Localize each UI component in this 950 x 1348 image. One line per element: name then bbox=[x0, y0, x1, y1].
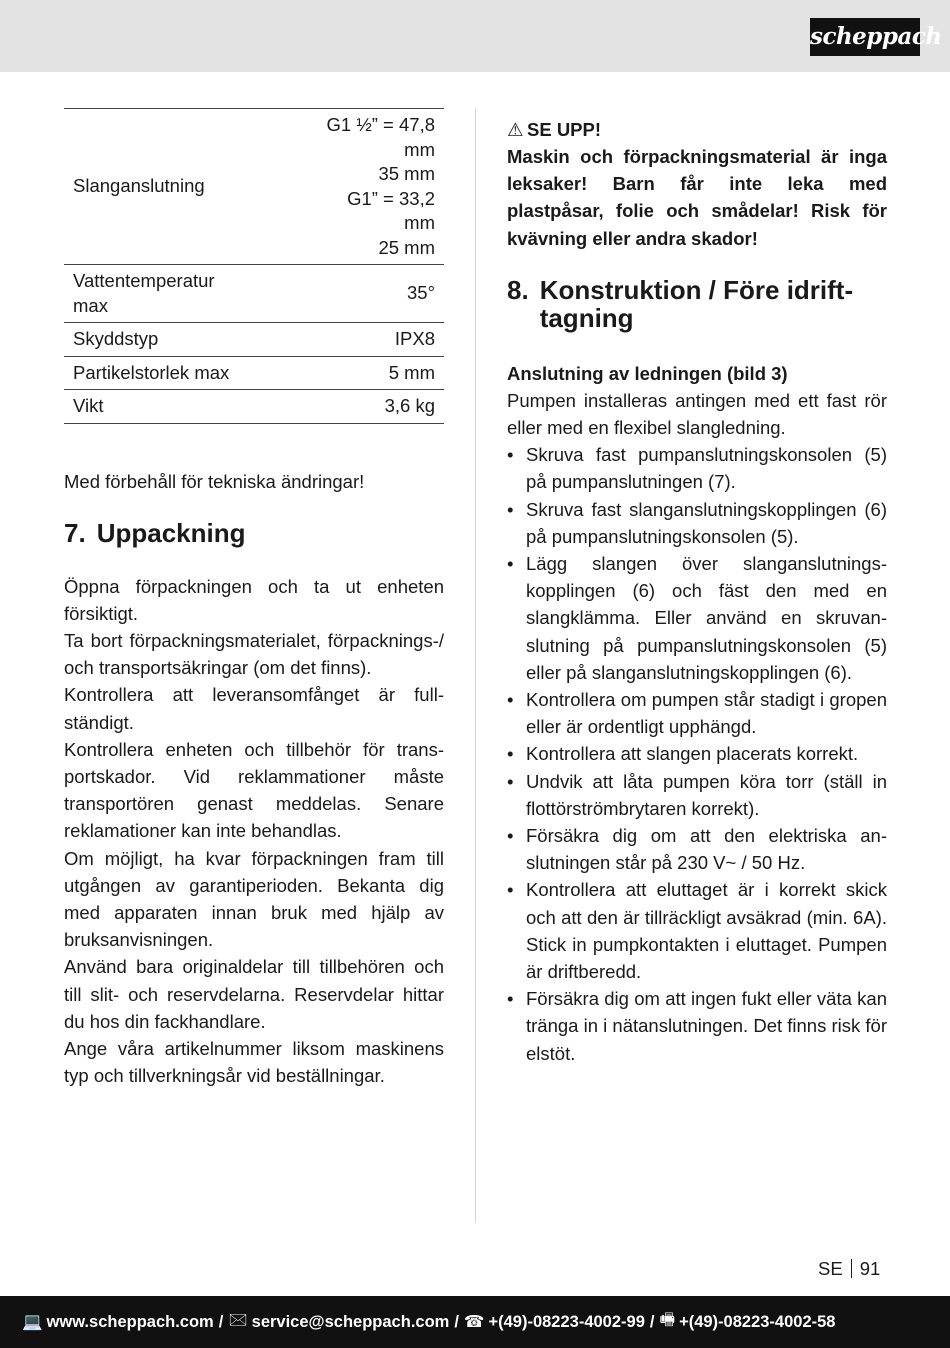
spec-value bbox=[255, 109, 444, 265]
bullet-icon: • bbox=[507, 825, 514, 847]
spec-label: Partikelstorlek max bbox=[64, 356, 255, 390]
spec-value-line: G1” = 33,2 mm bbox=[347, 187, 435, 233]
table-row bbox=[64, 323, 444, 357]
list-item bbox=[507, 876, 887, 985]
section-number: 8. bbox=[507, 274, 529, 305]
footer-contacts bbox=[22, 1296, 937, 1348]
right-column bbox=[507, 116, 887, 1067]
footer-email-link[interactable]: service@scheppach.com bbox=[251, 1312, 450, 1331]
list-item-text: Lägg slangen över slanganslutningskopplingen (6) och fäst den med en slangklämma. Eller använd en skruvanslutning på pumpanslutningskonsolen (5) eller på slanganslutningskopplingen (6). bbox=[526, 553, 887, 683]
page-language: SE bbox=[818, 1258, 843, 1279]
footer-separator: / bbox=[649, 1312, 655, 1331]
list-item bbox=[507, 686, 887, 740]
page-number-value: 91 bbox=[859, 1258, 881, 1279]
paragraph: Om möjligt, ha kvar förpackningen fram till utgången av garantiperioden. Bekanta dig med apparaten innan bruk med hjälp av bruksanvisningen. bbox=[64, 847, 444, 951]
section-heading-8 bbox=[507, 276, 887, 332]
bullet-icon: • bbox=[507, 988, 514, 1010]
list-item-text: Skruva fast pumpanslutningskonsolen (5) på pumpanslutningen (7). bbox=[526, 444, 887, 493]
paragraph: Använd bara originaldelar till tillbehören och till slit- och reservdelarna. Reservdelar hittar du hos din fackhandlare. bbox=[64, 956, 444, 1032]
paragraph: Öppna förpackningen och ta ut enheten försiktigt. bbox=[64, 575, 444, 624]
list-item bbox=[507, 441, 887, 495]
footer-phone: +(49)-08223-4002-99 bbox=[488, 1312, 645, 1331]
header-band bbox=[0, 0, 950, 72]
footer-fax: +(49)-08223-4002-58 bbox=[679, 1312, 836, 1331]
spec-value-line: 35 mm bbox=[378, 163, 435, 184]
subheading: Anslutning av ledningen (bild 3) bbox=[507, 362, 788, 384]
section7-body bbox=[64, 573, 444, 1090]
paragraph: Kontrollera att leveransomfånget är fullständigt. bbox=[64, 684, 444, 733]
section-title: Uppackning bbox=[96, 517, 246, 548]
spec-label: Vikt bbox=[64, 390, 255, 424]
bullet-icon: • bbox=[507, 553, 514, 575]
table-row bbox=[64, 356, 444, 390]
bullet-icon: • bbox=[507, 743, 514, 765]
table-row bbox=[64, 109, 444, 265]
warning-title: SE UPP! bbox=[527, 119, 602, 140]
list-item-text: Kontrollera att slangen placerats korrekt. bbox=[526, 743, 859, 765]
list-item bbox=[507, 496, 887, 550]
footer-website-link[interactable]: www.scheppach.com bbox=[46, 1312, 214, 1331]
list-item-text: Undvik att låta pumpen köra torr (ställ in flottörströmbrytaren korrekt). bbox=[526, 770, 887, 819]
spec-value-line: G1 ½” = 47,8 mm bbox=[326, 114, 435, 160]
page-number-separator bbox=[851, 1259, 852, 1278]
section-title: Konstruktion / Före idrifttagning bbox=[539, 274, 854, 333]
warning-text: Maskin och förpackningsmaterial är inga leksaker! Barn får inte leka med plastpåsar, folie och smådelar! Risk för kvävning eller andra skador! bbox=[507, 146, 887, 249]
footer-bar bbox=[0, 1296, 950, 1348]
bullet-icon: • bbox=[507, 770, 514, 792]
list-item bbox=[507, 740, 887, 767]
bullet-icon: • bbox=[507, 879, 514, 901]
spec-value: 3,6 kg bbox=[255, 390, 444, 424]
list-item-text: Kontrollera att eluttaget är i korrekt skick och att den är tillräckligt avsäkrad (min. 6A). Stick in pumpkontakten i eluttaget. Pumpen är driftberedd. bbox=[526, 879, 887, 983]
fax-icon: 🖷 bbox=[659, 1311, 676, 1329]
spec-value: 35° bbox=[255, 265, 444, 323]
mail-icon: 🖂 bbox=[228, 1311, 248, 1329]
warning-triangle-icon: ⚠ bbox=[507, 119, 524, 140]
bullet-icon: • bbox=[507, 689, 514, 711]
section-number: 7. bbox=[64, 517, 86, 548]
spec-value: 5 mm bbox=[255, 356, 444, 390]
list-item bbox=[507, 550, 887, 686]
list-item bbox=[507, 768, 887, 822]
reservation-note: Med förbehåll för tekniska ändringar! bbox=[64, 470, 365, 492]
spec-label: Slanganslutning bbox=[64, 109, 255, 265]
instruction-list bbox=[507, 441, 887, 1067]
phone-icon: ☎ bbox=[463, 1313, 485, 1331]
spec-value: IPX8 bbox=[255, 323, 444, 357]
table-row bbox=[64, 390, 444, 424]
table-row bbox=[64, 265, 444, 323]
left-column bbox=[64, 108, 444, 1089]
list-item bbox=[507, 985, 887, 1067]
spec-label: Skyddstyp bbox=[64, 323, 255, 357]
footer-separator: / bbox=[218, 1312, 224, 1331]
spec-value-line: 25 mm bbox=[378, 236, 435, 258]
list-item-text: Försäkra dig om att den elektriska anslutningen står på 230 V~ / 50 Hz. bbox=[526, 825, 887, 874]
list-item bbox=[507, 822, 887, 876]
scheppach-logo: scheppach bbox=[810, 18, 920, 56]
spec-table bbox=[64, 108, 444, 424]
column-divider bbox=[475, 108, 476, 1223]
intro-paragraph: Pumpen installeras antingen med ett fast rör eller med en flexibel slangledning. bbox=[507, 389, 887, 439]
paragraph: Ange våra artikelnummer liksom maskinens typ och tillverkningsår vid beställningar. bbox=[64, 1037, 444, 1087]
spec-label: Vattentemperatur max bbox=[64, 265, 255, 323]
list-item-text: Kontrollera om pumpen står stadigt i gropen eller är ordentligt upphängd. bbox=[526, 689, 887, 738]
footer-separator: / bbox=[454, 1312, 459, 1331]
paragraph: Kontrollera enheten och tillbehör för transportskador. Vid reklammationer måste transportören genast meddelas. Senare reklamationer kan inte behandlas. bbox=[64, 738, 444, 842]
bullet-icon: • bbox=[507, 444, 514, 466]
page-number bbox=[818, 1258, 880, 1280]
list-item-text: Försäkra dig om att ingen fukt eller väta kan tränga in i nätanslutningen. Det finns risk för elstöt. bbox=[526, 988, 887, 1064]
warning-heading bbox=[507, 116, 887, 143]
paragraph: Ta bort förpackningsmaterialet, förpacknings-/ och transportsäkringar (om det finns). bbox=[64, 629, 444, 679]
bullet-icon: • bbox=[507, 498, 514, 520]
section-heading-7 bbox=[64, 519, 444, 547]
list-item-text: Skruva fast slanganslutningskopplingen (6) på pumpanslutningskonsolen (5). bbox=[526, 498, 887, 547]
computer-icon: 💻 bbox=[22, 1312, 43, 1331]
